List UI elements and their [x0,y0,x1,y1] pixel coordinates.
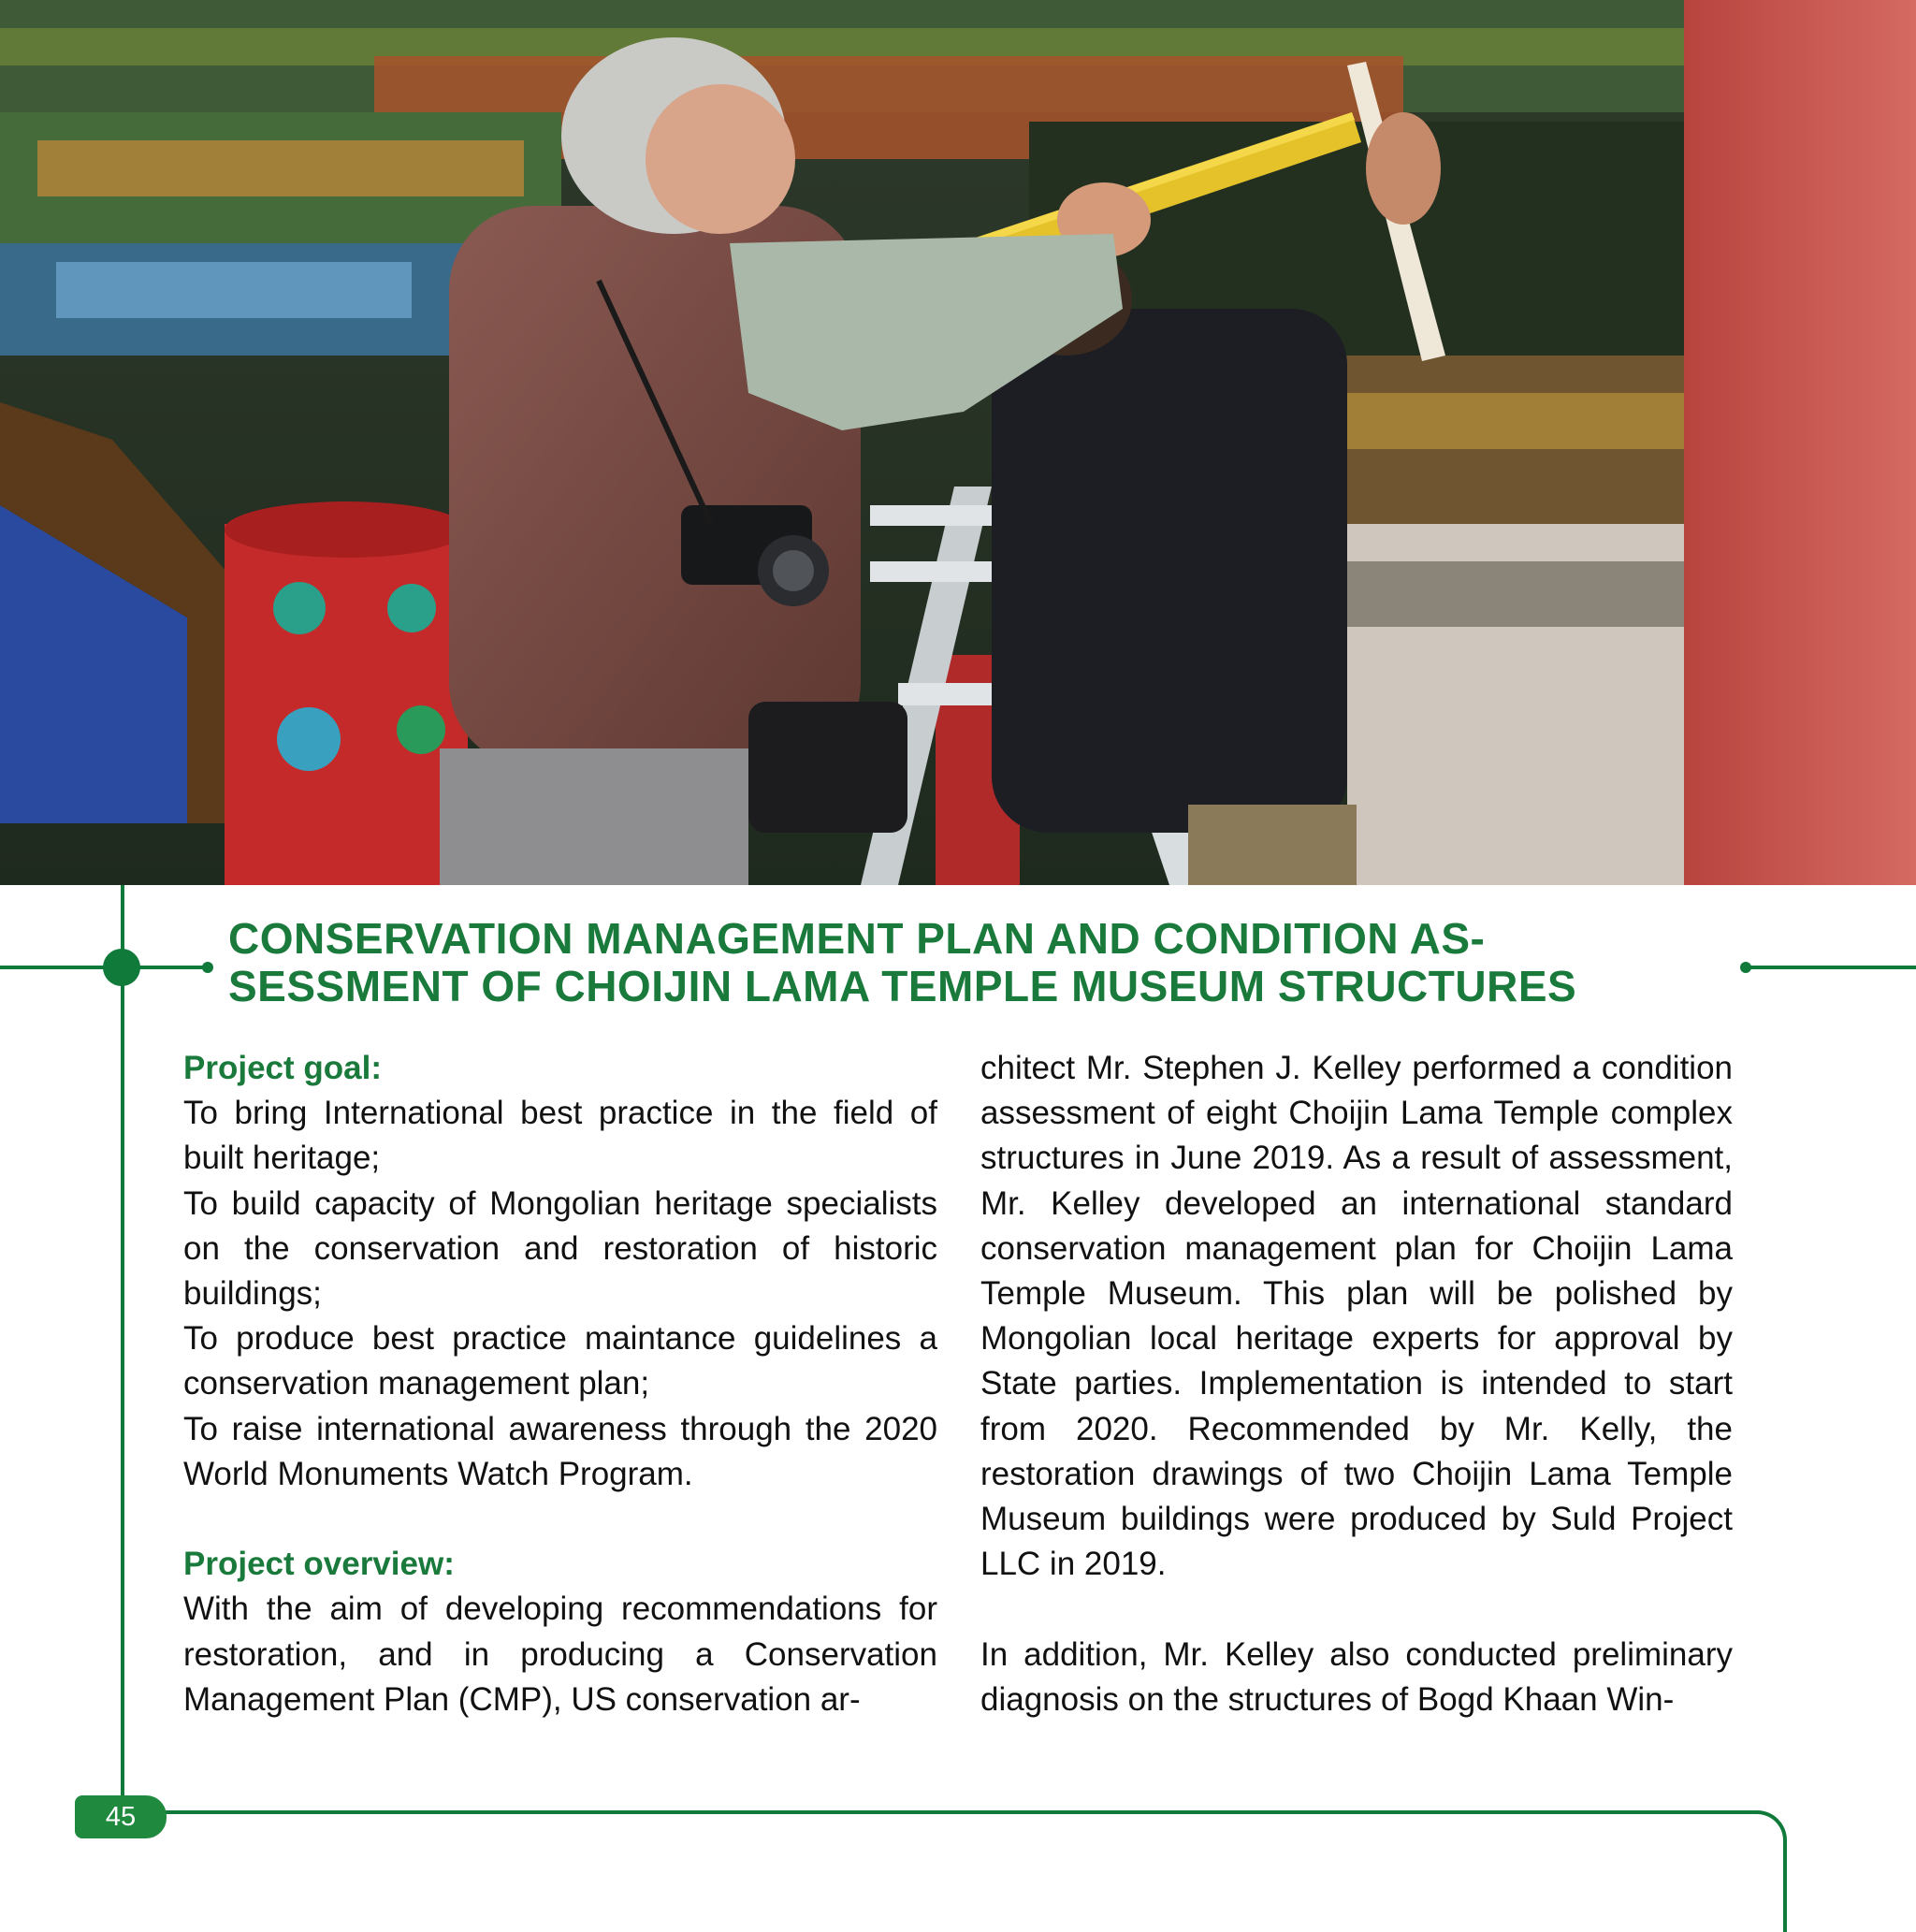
overview-paragraph-continued: chitect Mr. Stephen J. Kelley performed a condition assessment of eight Choijin Lama Temple complex structures in June 2019. As a result of assessment, Mr. Kelley developed an international standard conservation management plan for Choijin Lama Temple Museum. This plan will be polished by Mongolian local heritage experts for approval by State parties. Implementation is intended to start from 2020. Recommended by Mr. Kelly, the restoration drawings of two Choijin Lama Temple Museum buildings were produced by Suld Project LLC in 2019. [980,1050,1733,1583]
right-text-column [980,1046,1733,1722]
goal-item: To raise international awareness through the 2020 World Monuments Watch Program. [183,1410,937,1492]
project-overview-heading: Project overview: [183,1546,455,1583]
goal-item: To build capacity of Mongolian heritage specialists on the conservation and restoration of historic buildings; [183,1184,937,1313]
project-goal-heading: Project goal: [183,1050,382,1086]
left-text-column [183,1046,937,1722]
project-overview-text: With the aim of developing recommendations for restoration, and in producing a Conservation Management Plan (CMP), US conservation ar- [183,1591,937,1718]
article-title [228,915,1744,1010]
left-vertical-rule [121,885,124,1797]
additional-paragraph: In addition, Mr. Kelley also conducted preliminary diagnosis on the structures of Bogd Khaan Win- [980,1635,1733,1718]
article-title-line-1: CONSERVATION MANAGEMENT PLAN AND CONDITION AS- [228,914,1486,963]
paragraph-spacer [183,1497,937,1542]
paragraph-spacer [980,1587,1733,1632]
goal-item: To bring International best practice in the field of built heritage; [183,1095,937,1177]
header-photo [0,0,1916,885]
frame-node-left [202,962,213,973]
frame-node-large [103,949,140,986]
bottom-rule [159,1810,1787,1932]
article-title-line-2: SESSMENT OF CHOIJIN LAMA TEMPLE MUSEUM STRUCTURES [228,962,1577,1010]
page-number: 45 [75,1795,167,1838]
right-horizontal-rule [1746,966,1916,969]
goal-item: To produce best practice maintance guidelines a conservation management plan; [183,1320,937,1402]
temple-restoration-photo [0,0,1916,885]
